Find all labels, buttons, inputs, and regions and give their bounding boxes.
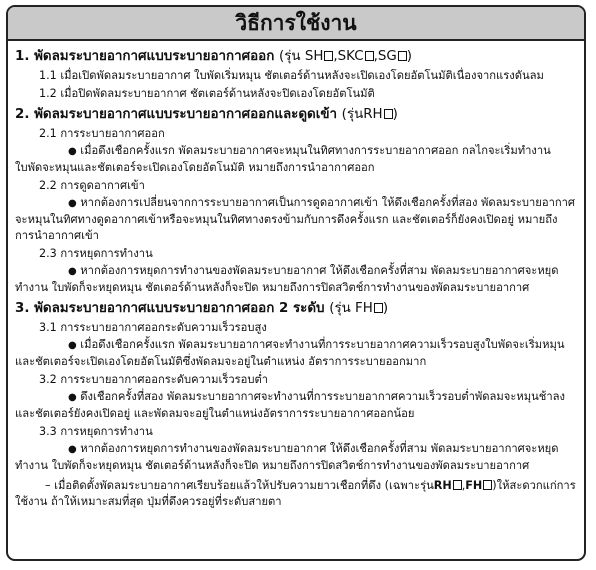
model-checkbox: [365, 51, 374, 61]
section-2-3-paragraph: ● หากต้องการหยุดการทำงานของพัดลมระบายอากาศ ให้ดึงเชือกครั้งที่สาม พัดลมระบายอากาศจะหยุดทำงาน ใบพัดก็จะหยุดหมุน ชัตเตอร์ด้านหลังก็จะปิด หมายถึงการปิดสวิตช์การทำงานของพัดลมระบายอากาศ: [15, 264, 559, 294]
section-1-models: (รุ่น SH ,SKC ,SG ): [279, 49, 412, 64]
bullet-icon: ●: [68, 444, 77, 455]
section-2-heading: [15, 105, 576, 124]
model-checkbox: [483, 480, 492, 490]
section-2-1-paragraph: ● เมื่อดึงเชือกครั้งแรก พัดลมระบายอากาศจะหมุนในทิศทางการระบายอากาศออก กลไกจะเริ่มทำงาน ใบพัดจะหมุนและชัตเตอร์จะเปิดเองโดยอัตโนมัติ หมายถึงการนำอากาศออก: [15, 144, 551, 174]
section-3-2-paragraph: ● ดึงเชือกครั้งที่สอง พัดลมระบายอากาศจะทำงานที่การระบายอากาศความเร็วรอบต่ำพัดลมจะหมุนช้าลง และชัตเตอร์ยังคงเปิดอยู่ และพัดลมจะอยู่ในตำแหน่งอัตราการระบายอากาศออกน้อย: [15, 390, 565, 420]
section-2-2-paragraph: ● หากต้องการเปลี่ยนจากการระบายอากาศเป็นการดูดอากาศเข้า ให้ดึงเชือกครั้งที่สอง พัดลมระบายอากาศจะหมุนในทิศทางดูดอากาศเข้าหรือจะหมุนในทิศทางตรงข้ามกับการดึงครั้งแรก และชัตเตอร์ก็ยังคงเปิดอยู่ หมายถึงการนำอากาศเข้า: [15, 196, 576, 242]
section-3-models: (รุ่น FH ): [329, 301, 389, 316]
model-checkbox: [398, 51, 407, 61]
section-1-2-text: 1.2 เมื่อปิดพัดลมระบายอากาศ ชัตเตอร์ด้านหลังจะปิดเองโดยอัตโนมัติ: [39, 87, 375, 100]
section-2-title: 2. พัดลมระบายอากาศแบบระบายอากาศออกและดูดเข้า: [15, 107, 337, 122]
section-2-2-title: 2.2 การดูดอากาศเข้า: [39, 179, 145, 192]
pull-cord-note: – เมื่อติดตั้งพัดลมระบายอากาศเรียบร้อยแล้วให้ปรับความยาวเชือกที่ดึง (เฉพาะรุ่นRH ,FH )ให้สะดวกแก่การใช้งาน ถ้าให้เหมาะสมที่สุด ปุ่มที่ดึงควรอยู่ที่ระดับสายตา: [15, 479, 576, 508]
section-3-3-title: 3.3 การหยุดการทำงาน: [39, 425, 153, 438]
section-3-title: 3. พัดลมระบายอากาศแบบระบายอากาศออก 2 ระดับ: [15, 301, 325, 316]
section-3-1-title: 3.1 การระบายอากาศออกระดับความเร็วรอบสูง: [39, 321, 267, 334]
bullet-icon: ●: [68, 340, 77, 351]
instructions-panel: [6, 5, 586, 561]
panel-title: วิธีการใช้งาน: [8, 7, 584, 41]
instructions-content: [8, 41, 584, 510]
section-3-1-paragraph: ● เมื่อดึงเชือกครั้งแรก พัดลมระบายอากาศจะทำงานที่การระบายอากาศความเร็วรอบสูงใบพัดจะเริ่มหมุน และชัตเตอร์จะเปิดเองโดยอัตโนมัติซึ่งพัดลมจะอยู่ในตำแหน่ง อัตราการระบายออกมาก: [15, 338, 565, 368]
section-1-1-text: 1.1 เมื่อเปิดพัดลมระบายอากาศ ใบพัดเริ่มหมุน ชัตเตอร์ด้านหลังจะเปิดเองโดยอัตโนมัติเนื่องจากแรงดันลม: [39, 69, 544, 82]
section-3-heading: [15, 299, 576, 318]
section-3-3-paragraph: ● หากต้องการหยุดการทำงานของพัดลมระบายอากาศ ให้ดึงเชือกครั้งที่สาม พัดลมระบายอากาศจะหยุดทำงาน ใบพัดก็จะหยุดหมุน ชัตเตอร์ด้านหลังก็จะปิด หมายถึงการปิดสวิตช์การทำงานของพัดลมระบายอากาศ: [15, 442, 559, 472]
section-2-models: (รุ่นRH ): [341, 107, 398, 122]
bullet-icon: ●: [68, 146, 77, 157]
model-checkbox: [374, 303, 383, 313]
section-2-3-title: 2.3 การหยุดการทำงาน: [39, 247, 153, 260]
bullet-icon: ●: [68, 392, 77, 403]
section-2-1-title: 2.1 การระบายอากาศออก: [39, 127, 165, 140]
bullet-icon: ●: [68, 266, 77, 277]
section-1-title: 1. พัดลมระบายอากาศแบบระบายอากาศออก: [15, 49, 275, 64]
section-1-heading: [15, 47, 576, 66]
bullet-icon: ●: [68, 198, 77, 209]
model-checkbox: [384, 109, 393, 119]
model-checkbox: [453, 480, 462, 490]
section-3-2-title: 3.2 การระบายอากาศออกระดับความเร็วรอบต่ำ: [39, 373, 269, 386]
